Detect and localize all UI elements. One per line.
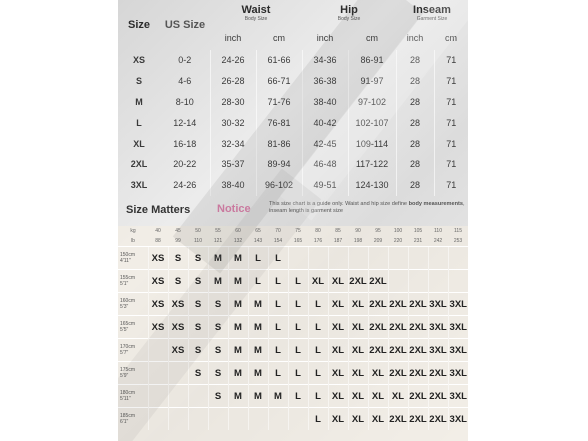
kg-value: 50	[195, 228, 201, 234]
recommended-size-cell: L	[288, 270, 308, 293]
recommended-size-cell: 3XL	[448, 316, 468, 339]
height-ft: 4'11"	[120, 258, 131, 264]
kg-value: 40	[155, 228, 161, 234]
measurement-value: 71	[434, 50, 468, 71]
recommended-size-cell: M	[268, 385, 288, 408]
recommended-size-cell: 3XL	[448, 408, 468, 431]
recommended-size-cell: 2XL	[368, 270, 388, 293]
recommended-size-cell	[388, 270, 408, 293]
recommended-size-cell: XL	[328, 362, 348, 385]
us-size-value: 0-2	[178, 55, 192, 66]
recommended-size-cell: L	[248, 247, 268, 270]
recommended-size-cell: L	[268, 339, 288, 362]
size-label: XS	[132, 55, 145, 66]
recommended-size-cell: XL	[348, 408, 368, 431]
recommended-size-cell: M	[208, 270, 228, 293]
measurement-value: 34-36	[302, 50, 348, 71]
height-cm: 185cm	[120, 413, 136, 419]
recommended-size-cell	[148, 362, 168, 385]
size-guide-note: This size chart is a guide only. Waist and hip size define body measurements, inseam length is garment size	[269, 201, 465, 214]
size-chart-image	[118, 0, 468, 441]
recommended-size-cell	[288, 247, 308, 270]
height-label	[118, 270, 148, 293]
recommended-size-cell: 2XL	[368, 339, 388, 362]
recommended-size-cell	[308, 247, 328, 270]
size-label: S	[135, 76, 142, 87]
height-label	[118, 247, 148, 270]
measurement-value: 89-94	[256, 154, 302, 175]
measurement-value: 38-40	[210, 175, 256, 196]
recommended-size-cell: 2XL	[368, 293, 388, 316]
lb-value: 187	[333, 238, 343, 244]
height-weight-table	[118, 226, 468, 430]
height-cm: 180cm	[120, 390, 136, 396]
height-ft: 5'9"	[120, 373, 129, 379]
measurement-value: 38-40	[302, 92, 348, 113]
recommended-size-cell: XL	[368, 385, 388, 408]
unit-label: cm	[445, 33, 457, 43]
recommended-size-cell: XS	[148, 316, 168, 339]
kg-label: kg	[130, 228, 136, 234]
kg-value: 45	[175, 228, 181, 234]
recommended-size-cell: L	[288, 316, 308, 339]
recommended-size-cell: L	[308, 316, 328, 339]
kg-value: 115	[454, 228, 462, 234]
recommended-size-cell: XL	[328, 385, 348, 408]
us-size-value: 8-10	[175, 96, 194, 107]
lb-value: 99	[175, 238, 181, 244]
recommended-size-cell: S	[208, 293, 228, 316]
measurement-value: 86-91	[348, 50, 396, 71]
height-row	[118, 293, 468, 316]
recommended-size-cell: XS	[168, 339, 188, 362]
recommended-size-cell: 3XL	[428, 316, 448, 339]
measurement-value: 117-122	[348, 154, 396, 175]
size-table	[118, 0, 468, 196]
recommended-size-cell: 2XL	[428, 362, 448, 385]
measurement-value: 28	[396, 154, 434, 175]
unit-label: inch	[316, 33, 334, 43]
recommended-size-cell: 2XL	[388, 316, 408, 339]
recommended-size-cell: XL	[348, 385, 368, 408]
size-header: Size	[127, 19, 150, 31]
lb-value: 253	[453, 238, 463, 244]
waist-header: Waist Body Size	[241, 4, 271, 22]
kg-row	[118, 226, 468, 236]
recommended-size-cell: L	[268, 270, 288, 293]
hip-header: Hip Body Size	[337, 4, 361, 22]
recommended-size-cell: L	[288, 293, 308, 316]
recommended-size-cell	[388, 247, 408, 270]
lb-value: 121	[213, 238, 223, 244]
measurement-value: 71	[434, 154, 468, 175]
recommended-size-cell: 2XL	[408, 339, 428, 362]
height-row	[118, 247, 468, 270]
recommended-size-cell: S	[208, 385, 228, 408]
recommended-size-cell: L	[288, 385, 308, 408]
lb-value: 110	[194, 238, 202, 244]
recommended-size-cell: XS	[148, 247, 168, 270]
recommended-size-cell: 3XL	[428, 339, 448, 362]
height-ft: 5'7"	[120, 350, 129, 356]
recommended-size-cell: L	[268, 247, 288, 270]
recommended-size-cell: XL	[328, 408, 348, 431]
recommended-size-cell: S	[188, 362, 208, 385]
kg-value: 60	[235, 228, 241, 234]
recommended-size-cell: XS	[148, 270, 168, 293]
height-cm: 175cm	[120, 367, 136, 373]
size-row	[118, 154, 468, 175]
measurement-value: 32-34	[210, 133, 256, 154]
us-size-value: 24-26	[173, 180, 197, 191]
recommended-size-cell: 2XL	[348, 270, 368, 293]
measurement-value: 49-51	[302, 175, 348, 196]
recommended-size-cell: 2XL	[388, 408, 408, 431]
recommended-size-cell: 2XL	[408, 362, 428, 385]
measurement-value: 71	[434, 112, 468, 133]
unit-label: inch	[224, 33, 242, 43]
recommended-size-cell: S	[168, 247, 188, 270]
recommended-size-cell: XL	[368, 362, 388, 385]
recommended-size-cell: XL	[368, 408, 388, 431]
kg-value: 110	[434, 228, 442, 234]
recommended-size-cell: M	[228, 385, 248, 408]
recommended-size-cell	[248, 408, 268, 431]
recommended-size-cell	[168, 408, 188, 431]
measurement-value: 66-71	[256, 71, 302, 92]
lb-value: 198	[353, 238, 363, 244]
kg-value: 55	[215, 228, 221, 234]
recommended-size-cell	[348, 247, 368, 270]
height-label	[118, 385, 148, 408]
measurement-value: 40-42	[302, 112, 348, 133]
size-row	[118, 92, 468, 113]
unit-label: cm	[273, 33, 285, 43]
measurement-value: 28	[396, 92, 434, 113]
measurement-value: 28-30	[210, 92, 256, 113]
recommended-size-cell: S	[188, 316, 208, 339]
recommended-size-cell: 2XL	[408, 293, 428, 316]
recommended-size-cell: M	[228, 293, 248, 316]
height-cm: 170cm	[120, 344, 136, 350]
recommended-size-cell	[268, 408, 288, 431]
recommended-size-cell: XL	[348, 339, 368, 362]
kg-value: 80	[315, 228, 321, 234]
recommended-size-cell	[188, 385, 208, 408]
recommended-size-cell: L	[268, 316, 288, 339]
height-weight-section	[118, 226, 468, 441]
recommended-size-cell	[408, 270, 428, 293]
recommended-size-cell	[448, 247, 468, 270]
recommended-size-cell	[148, 385, 168, 408]
lb-value: 165	[293, 238, 303, 244]
size-row	[118, 50, 468, 71]
recommended-size-cell: L	[308, 385, 328, 408]
recommended-size-cell	[428, 270, 448, 293]
recommended-size-cell: M	[228, 270, 248, 293]
recommended-size-cell: 2XL	[408, 385, 428, 408]
lb-value: 242	[433, 238, 443, 244]
lb-value: 220	[393, 238, 403, 244]
lb-value: 132	[233, 238, 243, 244]
us-size-value: 12-14	[173, 117, 197, 128]
recommended-size-cell	[328, 247, 348, 270]
us-size-value: 20-22	[173, 159, 197, 170]
recommended-size-cell: L	[268, 362, 288, 385]
recommended-size-cell: XL	[328, 316, 348, 339]
unit-label: cm	[366, 33, 378, 43]
height-label	[118, 408, 148, 431]
recommended-size-cell: XL	[348, 293, 368, 316]
recommended-size-cell	[168, 362, 188, 385]
recommended-size-cell: XL	[348, 316, 368, 339]
recommended-size-cell: L	[308, 293, 328, 316]
recommended-size-cell: M	[208, 247, 228, 270]
size-label: L	[136, 117, 142, 128]
measurement-value: 81-86	[256, 133, 302, 154]
recommended-size-cell: S	[208, 316, 228, 339]
recommended-size-cell: 3XL	[448, 362, 468, 385]
recommended-size-cell: S	[208, 339, 228, 362]
recommended-size-cell: 2XL	[388, 293, 408, 316]
recommended-size-cell	[408, 247, 428, 270]
measurement-value: 71	[434, 175, 468, 196]
kg-value: 75	[295, 228, 301, 234]
recommended-size-cell: XL	[328, 339, 348, 362]
us-size-value: 16-18	[173, 138, 197, 149]
recommended-size-cell: 3XL	[448, 339, 468, 362]
height-cm: 150cm	[120, 252, 136, 258]
recommended-size-cell	[428, 247, 448, 270]
recommended-size-cell	[228, 408, 248, 431]
recommended-size-cell: 3XL	[428, 293, 448, 316]
recommended-size-cell: M	[248, 293, 268, 316]
size-matters-section	[118, 196, 468, 226]
recommended-size-cell: 2XL	[428, 408, 448, 431]
recommended-size-cell: M	[248, 316, 268, 339]
recommended-size-cell: XL	[348, 362, 368, 385]
recommended-size-cell	[188, 408, 208, 431]
measurement-value: 71	[434, 71, 468, 92]
lb-label: lb	[131, 238, 135, 244]
recommended-size-cell: 3XL	[448, 385, 468, 408]
recommended-size-cell: 2XL	[408, 316, 428, 339]
recommended-size-cell: L	[308, 408, 328, 431]
recommended-size-cell	[368, 247, 388, 270]
measurement-value: 28	[396, 50, 434, 71]
measurement-value: 42-45	[302, 133, 348, 154]
size-row	[118, 71, 468, 92]
measurement-value: 109-114	[348, 133, 396, 154]
height-row	[118, 385, 468, 408]
kg-value: 100	[393, 228, 403, 234]
recommended-size-cell: L	[308, 362, 328, 385]
height-row	[118, 408, 468, 431]
recommended-size-cell: M	[248, 339, 268, 362]
height-ft: 5'5"	[120, 327, 129, 333]
height-row	[118, 316, 468, 339]
us-size-header: US Size	[164, 19, 206, 31]
size-row	[118, 175, 468, 196]
recommended-size-cell	[288, 408, 308, 431]
recommended-size-cell: L	[268, 293, 288, 316]
us-size-value: 4-6	[178, 76, 192, 87]
unit-label: inch	[406, 33, 424, 43]
recommended-size-cell: M	[248, 385, 268, 408]
recommended-size-cell: XL	[308, 270, 328, 293]
size-label: M	[135, 96, 143, 107]
recommended-size-cell: M	[228, 339, 248, 362]
recommended-size-cell: M	[248, 362, 268, 385]
recommended-size-cell	[208, 408, 228, 431]
recommended-size-cell: S	[188, 270, 208, 293]
recommended-size-cell: 2XL	[408, 408, 428, 431]
height-ft: 5'11"	[120, 396, 131, 402]
measurement-value: 28	[396, 71, 434, 92]
height-cm: 165cm	[120, 321, 136, 327]
height-ft: 5'1"	[120, 281, 129, 287]
recommended-size-cell: 3XL	[448, 293, 468, 316]
inseam-header: Inseam Garment Size	[413, 4, 451, 22]
recommended-size-cell: 2XL	[388, 362, 408, 385]
measurement-value: 76-81	[256, 112, 302, 133]
measurement-value: 30-32	[210, 112, 256, 133]
size-label: XL	[133, 138, 145, 149]
measurement-value: 71	[434, 92, 468, 113]
recommended-size-cell: M	[228, 247, 248, 270]
measurement-value: 26-28	[210, 71, 256, 92]
lb-value: 176	[313, 238, 323, 244]
kg-value: 90	[355, 228, 361, 234]
recommended-size-cell: XS	[148, 293, 168, 316]
measurement-value: 91-97	[348, 71, 396, 92]
lb-row	[118, 236, 468, 247]
size-row	[118, 112, 468, 133]
lb-value: 88	[155, 238, 161, 244]
lb-value: 209	[373, 238, 383, 244]
height-ft: 5'3"	[120, 304, 129, 310]
recommended-size-cell: 2XL	[368, 316, 388, 339]
measurement-value: 71-76	[256, 92, 302, 113]
measurement-value: 124-130	[348, 175, 396, 196]
recommended-size-cell: S	[208, 362, 228, 385]
kg-value: 95	[375, 228, 381, 234]
recommended-size-cell	[148, 408, 168, 431]
height-label	[118, 339, 148, 362]
recommended-size-cell: L	[288, 362, 308, 385]
measurement-value: 28	[396, 112, 434, 133]
recommended-size-cell: XL	[388, 385, 408, 408]
recommended-size-cell: XL	[328, 270, 348, 293]
measurement-value: 61-66	[256, 50, 302, 71]
recommended-size-cell	[448, 270, 468, 293]
recommended-size-cell: L	[288, 339, 308, 362]
measurement-value: 28	[396, 133, 434, 154]
recommended-size-cell: XS	[168, 293, 188, 316]
recommended-size-cell: L	[248, 270, 268, 293]
recommended-size-cell: 2XL	[428, 385, 448, 408]
measurement-value: 28	[396, 175, 434, 196]
height-cm: 155cm	[120, 275, 136, 281]
measurement-value: 102-107	[348, 112, 396, 133]
measurement-value: 46-48	[302, 154, 348, 175]
size-table-section	[118, 0, 468, 196]
recommended-size-cell: S	[188, 247, 208, 270]
kg-value: 65	[255, 228, 261, 234]
recommended-size-cell	[148, 339, 168, 362]
recommended-size-cell: M	[228, 316, 248, 339]
recommended-size-cell: S	[188, 293, 208, 316]
measurement-value: 96-102	[256, 175, 302, 196]
height-row	[118, 339, 468, 362]
recommended-size-cell: S	[168, 270, 188, 293]
lb-value: 154	[273, 238, 283, 244]
height-label	[118, 316, 148, 339]
lb-value: 143	[253, 238, 263, 244]
measurement-value: 36-38	[302, 71, 348, 92]
measurement-value: 35-37	[210, 154, 256, 175]
size-label: 2XL	[130, 159, 148, 170]
lb-value: 231	[413, 238, 423, 244]
measurement-value: 24-26	[210, 50, 256, 71]
size-matters-title: Size Matters	[126, 204, 191, 216]
height-cm: 160cm	[120, 298, 136, 304]
height-row	[118, 270, 468, 293]
size-row	[118, 133, 468, 154]
height-ft: 6'1"	[120, 419, 129, 425]
measurement-value: 97-102	[348, 92, 396, 113]
recommended-size-cell: XS	[168, 316, 188, 339]
recommended-size-cell	[168, 385, 188, 408]
recommended-size-cell: M	[228, 362, 248, 385]
kg-value: 85	[335, 228, 341, 234]
kg-value: 105	[413, 228, 423, 234]
recommended-size-cell: 2XL	[388, 339, 408, 362]
recommended-size-cell: XL	[328, 293, 348, 316]
notice-label: Notice	[217, 203, 251, 215]
height-label	[118, 362, 148, 385]
height-row	[118, 362, 468, 385]
recommended-size-cell: L	[308, 339, 328, 362]
height-label	[118, 293, 148, 316]
size-label: 3XL	[130, 180, 148, 191]
recommended-size-cell: S	[188, 339, 208, 362]
measurement-value: 71	[434, 133, 468, 154]
kg-value: 70	[275, 228, 281, 234]
